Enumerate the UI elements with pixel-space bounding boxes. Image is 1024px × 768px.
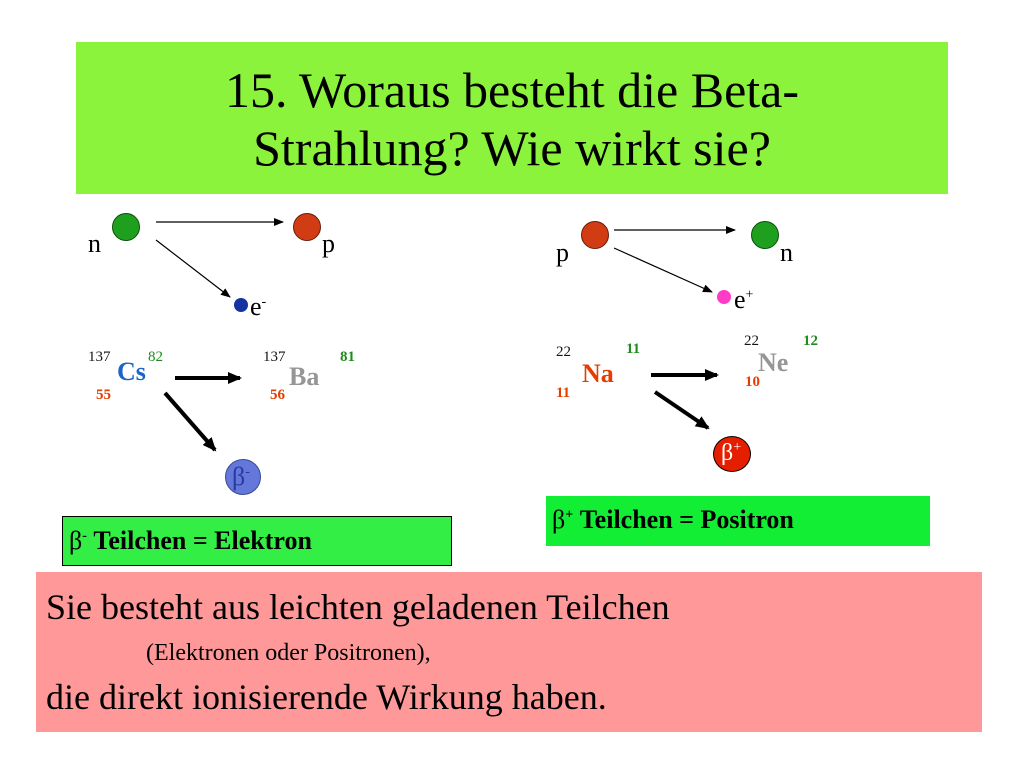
- summary-line-1: Sie besteht aus leichten geladenen Teilchen: [46, 587, 670, 627]
- ba-mass-number: 137: [263, 349, 286, 365]
- beta-plus-label-symbol: β: [552, 505, 566, 534]
- beta-minus-label-text: Teilchen = Elektron: [86, 526, 312, 555]
- proton-particle: [293, 213, 321, 241]
- na-mass-number: 22: [556, 344, 571, 360]
- beta-plus-particle-charge: +: [733, 440, 742, 455]
- ba-atomic-number: 56: [270, 387, 285, 403]
- arrow-na-to-beta-plus: [655, 392, 708, 428]
- neutron-label-right: n: [780, 238, 793, 267]
- summary-line-3: die direkt ionisierende Wirkung haben.: [46, 677, 607, 717]
- ne-atomic-number: 10: [745, 374, 760, 390]
- beta-minus-label-charge: -: [82, 528, 87, 544]
- electron-symbol: e: [250, 292, 262, 321]
- ne-mass-number: 22: [744, 333, 759, 349]
- electron-label: [250, 292, 266, 322]
- neutron-particle-right: [751, 221, 779, 249]
- positron-label: [734, 285, 753, 315]
- positron-symbol: e: [734, 285, 746, 314]
- arrow-n-to-electron: [156, 240, 230, 297]
- proton-label: p: [322, 229, 335, 258]
- na-neutron-count: 11: [626, 341, 641, 357]
- beta-minus-label-box: [62, 516, 452, 566]
- beta-plus-particle-symbol: β: [721, 440, 734, 466]
- title-line-2: Strahlung? Wie wirkt sie?: [253, 120, 771, 176]
- beta-minus-label-symbol: β: [69, 526, 83, 555]
- positron-particle: [717, 290, 731, 304]
- positron-charge: +: [745, 287, 754, 303]
- cs-symbol: Cs: [117, 357, 146, 386]
- ba-neutron-count: 81: [340, 349, 355, 365]
- beta-plus-label-box: [546, 496, 930, 546]
- summary-box: [36, 572, 982, 732]
- cs-mass-number: 137: [88, 349, 111, 365]
- cs-neutron-count: 82: [148, 349, 163, 365]
- title-line-1: 15. Woraus besteht die Beta-: [224, 62, 800, 118]
- electron-charge: -: [261, 294, 267, 310]
- beta-minus-particle: [225, 459, 261, 495]
- beta-minus-particle-symbol: β: [232, 462, 246, 491]
- beta-minus-particle-charge: -: [245, 464, 250, 480]
- ne-symbol: Ne: [758, 348, 789, 377]
- cs-atomic-number: 55: [96, 387, 111, 403]
- ba-symbol: Ba: [289, 362, 320, 391]
- beta-plus-label-text: Teilchen = Positron: [573, 505, 794, 534]
- na-atomic-number: 11: [556, 385, 571, 401]
- na-symbol: Na: [582, 359, 614, 388]
- beta-plus-label: [552, 505, 794, 535]
- neutron-label: n: [88, 229, 101, 258]
- electron-particle: [234, 298, 248, 312]
- beta-plus-label-charge: +: [565, 507, 574, 523]
- arrow-cs-to-beta-minus: [165, 393, 215, 450]
- summary-line-2: (Elektronen oder Positronen),: [146, 640, 431, 666]
- beta-plus-particle: [713, 436, 751, 472]
- beta-minus-label: [69, 526, 312, 556]
- proton-label-right: p: [556, 238, 569, 267]
- arrow-p-to-positron: [614, 248, 712, 292]
- ne-neutron-count: 12: [803, 333, 818, 349]
- neutron-particle: [112, 213, 140, 241]
- proton-particle-right: [581, 221, 609, 249]
